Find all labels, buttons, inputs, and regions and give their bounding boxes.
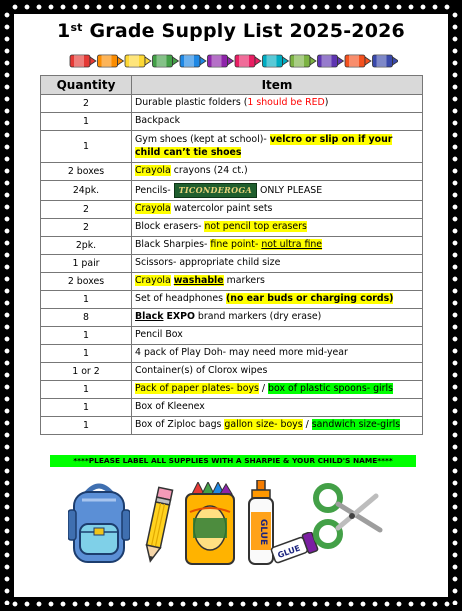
- item-text: /: [302, 418, 312, 430]
- crayon-tip-icon: [393, 57, 399, 65]
- item-text: 4 pack of Play Doh- may need more mid-year: [135, 346, 348, 358]
- crayon-box-icon: [180, 482, 240, 566]
- table-row: [41, 113, 423, 131]
- table-row: [41, 236, 423, 254]
- item-text: fine point: [210, 238, 255, 250]
- item-cell: [132, 308, 423, 326]
- crayon-tip-icon: [255, 57, 261, 65]
- quantity-cell: 2: [41, 218, 132, 236]
- item-text: Crayola: [135, 165, 171, 177]
- crayon-label-icon: [322, 55, 332, 67]
- quantity-cell: 1: [41, 416, 132, 434]
- crayon-tip-icon: [228, 57, 234, 65]
- table-row: [41, 380, 423, 398]
- table-header-row: [41, 76, 423, 95]
- crayon-label-icon: [349, 55, 359, 67]
- item-text: 1 should be RED: [247, 97, 325, 109]
- item-text: ONLY PLEASE: [256, 184, 323, 196]
- quantity-cell: 1: [41, 380, 132, 398]
- quantity-cell: 2 boxes: [41, 163, 132, 181]
- table-row: [41, 344, 423, 362]
- item-text: gallon size- boys: [224, 418, 303, 430]
- crayon-tip-icon: [200, 57, 206, 65]
- item-cell: [132, 95, 423, 113]
- quantity-cell: 1: [41, 398, 132, 416]
- crayon-label-icon: [267, 55, 277, 67]
- quantity-cell: 2 boxes: [41, 272, 132, 290]
- crayon-label-icon: [294, 55, 304, 67]
- item-cell: [132, 416, 423, 434]
- table-row: [41, 163, 423, 181]
- quantity-cell: 2: [41, 200, 132, 218]
- table-row: [41, 181, 423, 201]
- item-cell: [132, 290, 423, 308]
- table-row: [41, 362, 423, 380]
- quantity-cell: 1: [41, 290, 132, 308]
- quantity-cell: 1: [41, 326, 132, 344]
- crayon-label-icon: [377, 55, 387, 67]
- item-text: (no ear buds or charging cords): [226, 292, 394, 304]
- item-cell: [132, 254, 423, 272]
- table-row: [41, 308, 423, 326]
- crayon-label-icon: [184, 55, 194, 67]
- item-cell: [132, 113, 423, 131]
- table-row: [41, 254, 423, 272]
- item-cell: [132, 200, 423, 218]
- item-text: Gym shoes (kept at school)-: [135, 134, 270, 146]
- item-text: not ultra fine: [261, 238, 323, 250]
- item-text: ): [324, 97, 329, 109]
- supply-table: [40, 75, 423, 435]
- page-title: [14, 20, 448, 42]
- item-text: EXPO: [166, 310, 195, 322]
- item-text: not pencil top erasers: [204, 220, 307, 232]
- table-row: [41, 131, 423, 163]
- border-dots-right: [450, 6, 460, 605]
- item-cell: [132, 163, 423, 181]
- table-row: [41, 218, 423, 236]
- item-text: sandwich size-girls: [311, 418, 401, 430]
- item-text: Backpack: [135, 115, 181, 127]
- border-dots-bottom: [6, 599, 456, 609]
- item-text: Black Sharpies-: [135, 238, 211, 250]
- quantity-cell: 2: [41, 95, 132, 113]
- crayon-tip-icon: [310, 57, 316, 65]
- crayon-label-icon: [102, 55, 112, 67]
- item-cell: [132, 218, 423, 236]
- item-text: Durable plastic folders (: [135, 97, 248, 109]
- pencil-icon: [142, 484, 174, 566]
- item-cell: [132, 236, 423, 254]
- crayon-tip-icon: [90, 57, 96, 65]
- item-text: brand markers (dry erase): [194, 310, 322, 322]
- quantity-cell: 24pk.: [41, 181, 132, 201]
- item-text: /: [258, 382, 269, 394]
- label-notice: ****PLEASE LABEL ALL SUPPLIES WITH A SHARPIE & YOUR CHILD'S NAME****: [50, 455, 416, 467]
- quantity-column-header: Quantity: [41, 76, 132, 95]
- quantity-cell: 1: [41, 113, 132, 131]
- item-text: Crayola: [135, 202, 171, 214]
- backpack-icon: [68, 480, 130, 566]
- item-text: Container(s) of Clorox wipes: [135, 364, 268, 376]
- table-row: [41, 416, 423, 434]
- crayon-tip-icon: [365, 57, 371, 65]
- quantity-cell: 1 pair: [41, 254, 132, 272]
- item-text: Scissors- appropriate child size: [135, 256, 281, 268]
- item-cell: [132, 131, 423, 163]
- item-text: Black: [135, 310, 164, 322]
- item-column-header: Item: [132, 76, 423, 95]
- item-cell: [132, 326, 423, 344]
- table-row: [41, 95, 423, 113]
- item-text: Pencils-: [135, 184, 174, 196]
- item-text: -: [254, 238, 262, 250]
- table-row: [41, 290, 423, 308]
- item-text: Crayola: [135, 274, 171, 286]
- crayon-label-icon: [74, 55, 84, 67]
- title-ordinal: st: [70, 21, 83, 34]
- crayon-label-icon: [157, 55, 167, 67]
- table-row: [41, 200, 423, 218]
- quantity-cell: 1 or 2: [41, 362, 132, 380]
- item-cell: [132, 344, 423, 362]
- border-dots-top: [6, 2, 456, 12]
- crayon-label-icon: [129, 55, 139, 67]
- crayon-tip-icon: [118, 57, 124, 65]
- crayon-tip-icon: [173, 57, 179, 65]
- table-row: [41, 326, 423, 344]
- supply-table-body: [41, 95, 423, 435]
- item-text: markers: [223, 274, 265, 286]
- item-cell: [132, 380, 423, 398]
- item-text: velcro or slip on if your child can’t tie shoes: [135, 134, 393, 158]
- ticonderoga-logo: TICONDEROGA: [174, 183, 257, 198]
- item-text: Pencil Box: [135, 328, 183, 340]
- item-cell: [132, 362, 423, 380]
- table-row: [41, 398, 423, 416]
- item-text: Block erasers-: [135, 220, 205, 232]
- crayon-tip-icon: [283, 57, 289, 65]
- item-text: Box of Kleenex: [135, 400, 205, 412]
- crayon-border-icon: [68, 49, 398, 71]
- item-text: box of plastic spoons- girls: [268, 382, 393, 394]
- border-dots-left: [2, 6, 12, 605]
- title-rest: Grade Supply List 2025-2026: [82, 20, 405, 42]
- item-text: watercolor paint sets: [170, 202, 273, 214]
- item-text: crayons (24 ct.): [170, 165, 248, 177]
- quantity-cell: 2pk.: [41, 236, 132, 254]
- item-cell: [132, 181, 423, 201]
- item-text: Set of headphones: [135, 292, 226, 304]
- crayon-label-icon: [212, 55, 222, 67]
- document-page: [14, 14, 448, 597]
- glue-bottle-label: GLUE: [258, 518, 268, 546]
- title-prefix: 1: [57, 20, 71, 42]
- crayon-tip-icon: [145, 57, 151, 65]
- item-cell: [132, 272, 423, 290]
- quantity-cell: 1: [41, 131, 132, 163]
- scissors-icon: [312, 482, 384, 552]
- glue-stick-label: GLUE: [276, 543, 302, 561]
- crayon-tip-icon: [338, 57, 344, 65]
- item-text: Box of Ziploc bags: [135, 418, 225, 430]
- item-text: washable: [173, 274, 224, 286]
- item-cell: [132, 398, 423, 416]
- crayon-label-icon: [239, 55, 249, 67]
- table-row: [41, 272, 423, 290]
- quantity-cell: 1: [41, 344, 132, 362]
- item-text: Pack of paper plates- boys: [135, 382, 259, 394]
- quantity-cell: 8: [41, 308, 132, 326]
